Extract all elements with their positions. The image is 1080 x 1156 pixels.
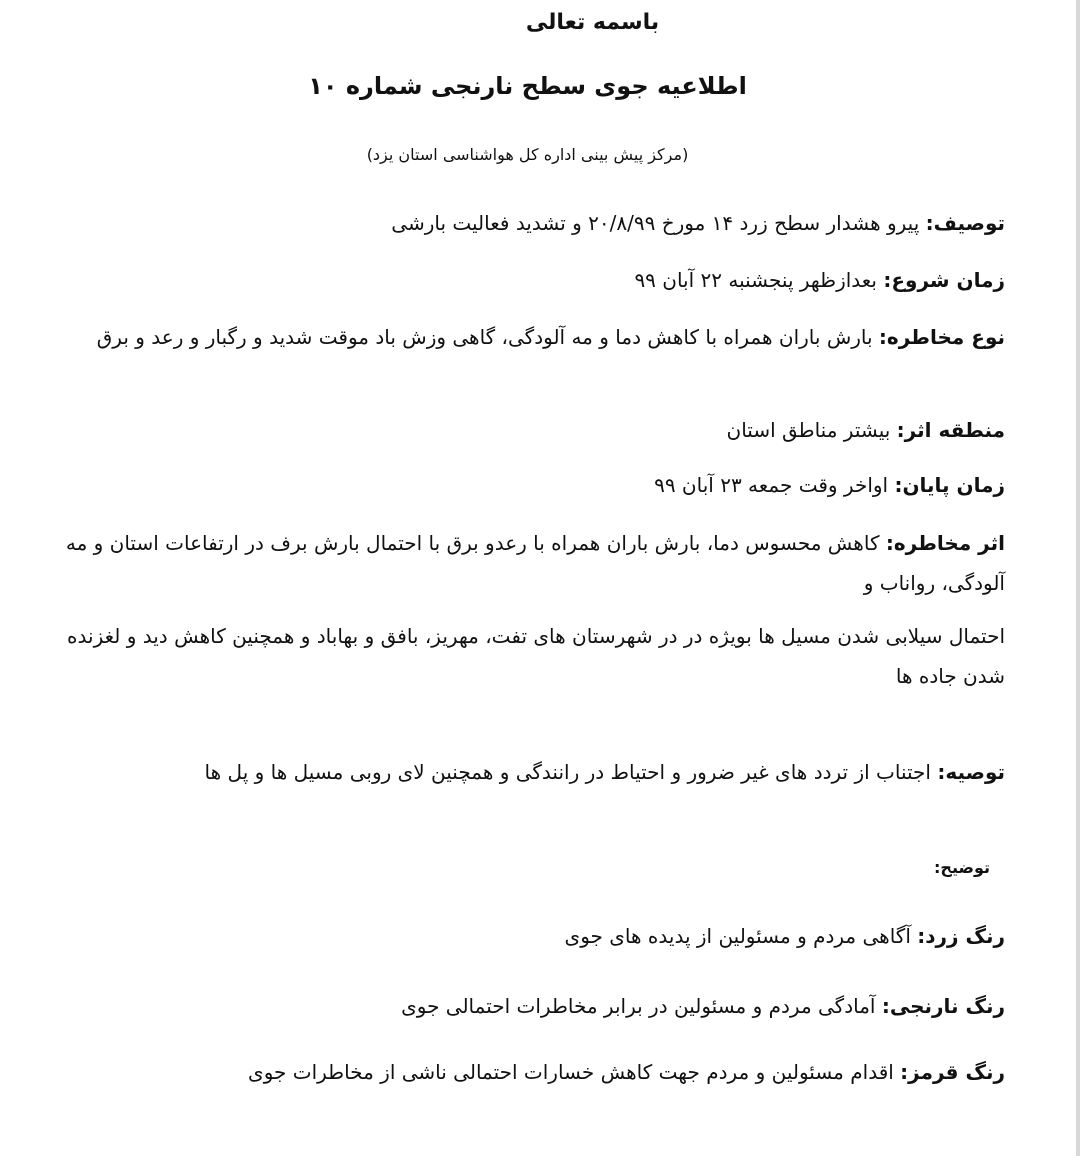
yellow-level-label: رنگ زرد: [917,924,1005,948]
affected-area-label: منطقه اثر: [896,418,1005,442]
yellow-level-note [50,916,1005,956]
end-time-label: زمان پایان: [894,473,1005,497]
issuer-subtitle: (مرکز پیش بینی اداره کل هواشناسی استان یزد) [366,145,689,164]
notes-title: توضیح: [934,858,990,877]
hazard-impact-field [50,523,1005,603]
affected-area-text: بیشتر مناطق استان [726,418,891,442]
recommendation-label: توصیه: [937,760,1005,784]
start-time-field [50,260,1005,300]
bismillah-heading: باسمه تعالی [525,10,660,35]
orange-level-note [50,986,1005,1026]
hazard-type-field [50,317,1005,357]
hazard-impact-continuation: احتمال سیلابی شدن مسیل ها بویژه در در شهرستان های تفت، مهریز، بافق و بهاباد و همچنین کاهش دید و لغزنده شدن جاده ها [67,624,1005,688]
end-time-text: اواخر وقت جمعه ۲۳ آبان ۹۹ [654,473,889,497]
red-level-note [50,1052,1005,1092]
hazard-type-text: بارش باران همراه با کاهش دما و مه آلودگی، گاهی وزش باد موقت شدید و رگبار و رعد و برق [96,325,873,349]
red-level-text: اقدام مسئولین و مردم جهت کاهش خسارات احتمالی ناشی از مخاطرات جوی [248,1060,894,1084]
page-edge [1076,0,1080,1156]
description-field [50,203,1005,243]
recommendation-field [50,752,1005,792]
orange-level-label: رنگ نارنجی: [881,994,1005,1018]
affected-area-field [50,410,1005,450]
end-time-field [50,465,1005,505]
start-time-label: زمان شروع: [883,268,1005,292]
weather-notice-document [50,0,1005,1156]
recommendation-text: اجتناب از تردد های غیر ضرور و احتیاط در رانندگی و همچنین لای روبی مسیل ها و پل ها [204,760,931,784]
orange-level-text: آمادگی مردم و مسئولین در برابر مخاطرات احتمالی جوی [401,994,876,1018]
yellow-level-text: آگاهی مردم و مسئولین از پدیده های جوی [564,924,911,948]
red-level-label: رنگ قرمز: [900,1060,1005,1084]
description-label: توصیف: [925,211,1005,235]
start-time-text: بعدازظهر پنجشنبه ۲۲ آبان ۹۹ [634,268,877,292]
notice-title: اطلاعیه جوی سطح نارنجی شماره ۱۰ [308,72,747,100]
hazard-impact-label: اثر مخاطره: [885,531,1005,555]
hazard-type-label: نوع مخاطره: [878,325,1005,349]
description-text: پیرو هشدار سطح زرد ۱۴ مورخ ۲۰/۸/۹۹ و تشدید فعالیت بارشی [391,211,920,235]
hazard-impact-text: کاهش محسوس دما، بارش باران همراه با رعدو برق با احتمال بارش برف در ارتفاعات استان و مه آلودگی، رواناب و [65,531,1005,595]
